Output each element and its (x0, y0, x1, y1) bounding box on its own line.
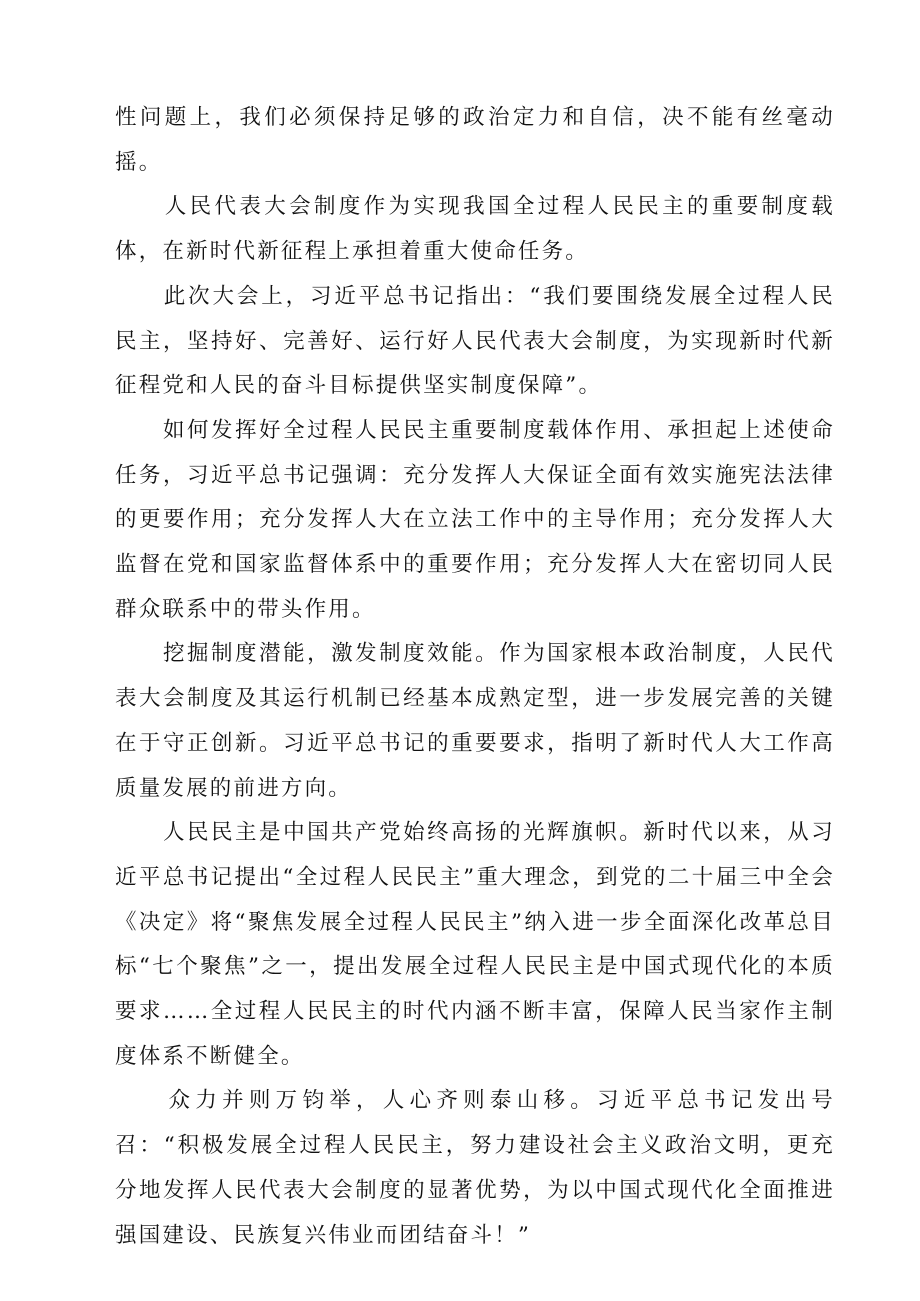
paragraph-four-roles: 如何发挥好全过程人民民主重要制度载体作用、承担起上述使命任务，习近平总书记强调：充分发挥人大保证全面有效实施宪法法律的更要作用；充分发挥人大在立法工作中的主导作用；充分发挥人大监督在党和国家监督体系中的重要作用；充分发挥人大在密切同人民群众联系中的带头作用。 (115, 417, 835, 622)
paragraph-institutional-potential: 挖掘制度潜能，激发制度效能。作为国家根本政治制度，人民代表大会制度及其运行机制已经基本成熟定型，进一步发展完善的关键在于守正创新。习近平总书记的重要要求，指明了新时代人大工作高质量发展的前进方向。 (115, 641, 835, 801)
paragraph-peoples-democracy: 人民民主是中国共产党始终高扬的光辉旗帜。新时代以来，从习近平总书记提出“全过程人民民主”重大理念，到党的二十届三中全会《决定》将“聚焦发展全过程人民民主”纳入进一步全面深化改革总目标“七个聚焦”之一，提出发展全过程人民民主是中国式现代化的本质要求……全过程人民民主的时代内涵不断丰富，保障人民当家作主制度体系不断健全。 (115, 820, 835, 1069)
paragraph-call-to-action: 众力并则万钧举，人心齐则泰山移。习近平总书记发出号召：“积极发展全过程人民民主，努力建设社会主义政治文明，更充分地发挥人民代表大会制度的显著优势，为以中国式现代化全面推进强国建设、民族复兴伟业而团结奋斗！” (115, 1088, 835, 1248)
document-body (115, 96, 835, 1258)
paragraph-meeting-quote: 此次大会上，习近平总书记指出：“我们要围绕发展全过程人民民主，坚持好、完善好、运行好人民代表大会制度，为实现新时代新征程党和人民的奋斗目标提供坚实制度保障”。 (115, 283, 835, 399)
paragraph-continued: 性问题上，我们必须保持足够的政治定力和自信，决不能有丝毫动摇。 (115, 105, 835, 175)
paragraph-npc-system: 人民代表大会制度作为实现我国全过程人民民主的重要制度载体，在新时代新征程上承担着重大使命任务。 (115, 194, 835, 265)
